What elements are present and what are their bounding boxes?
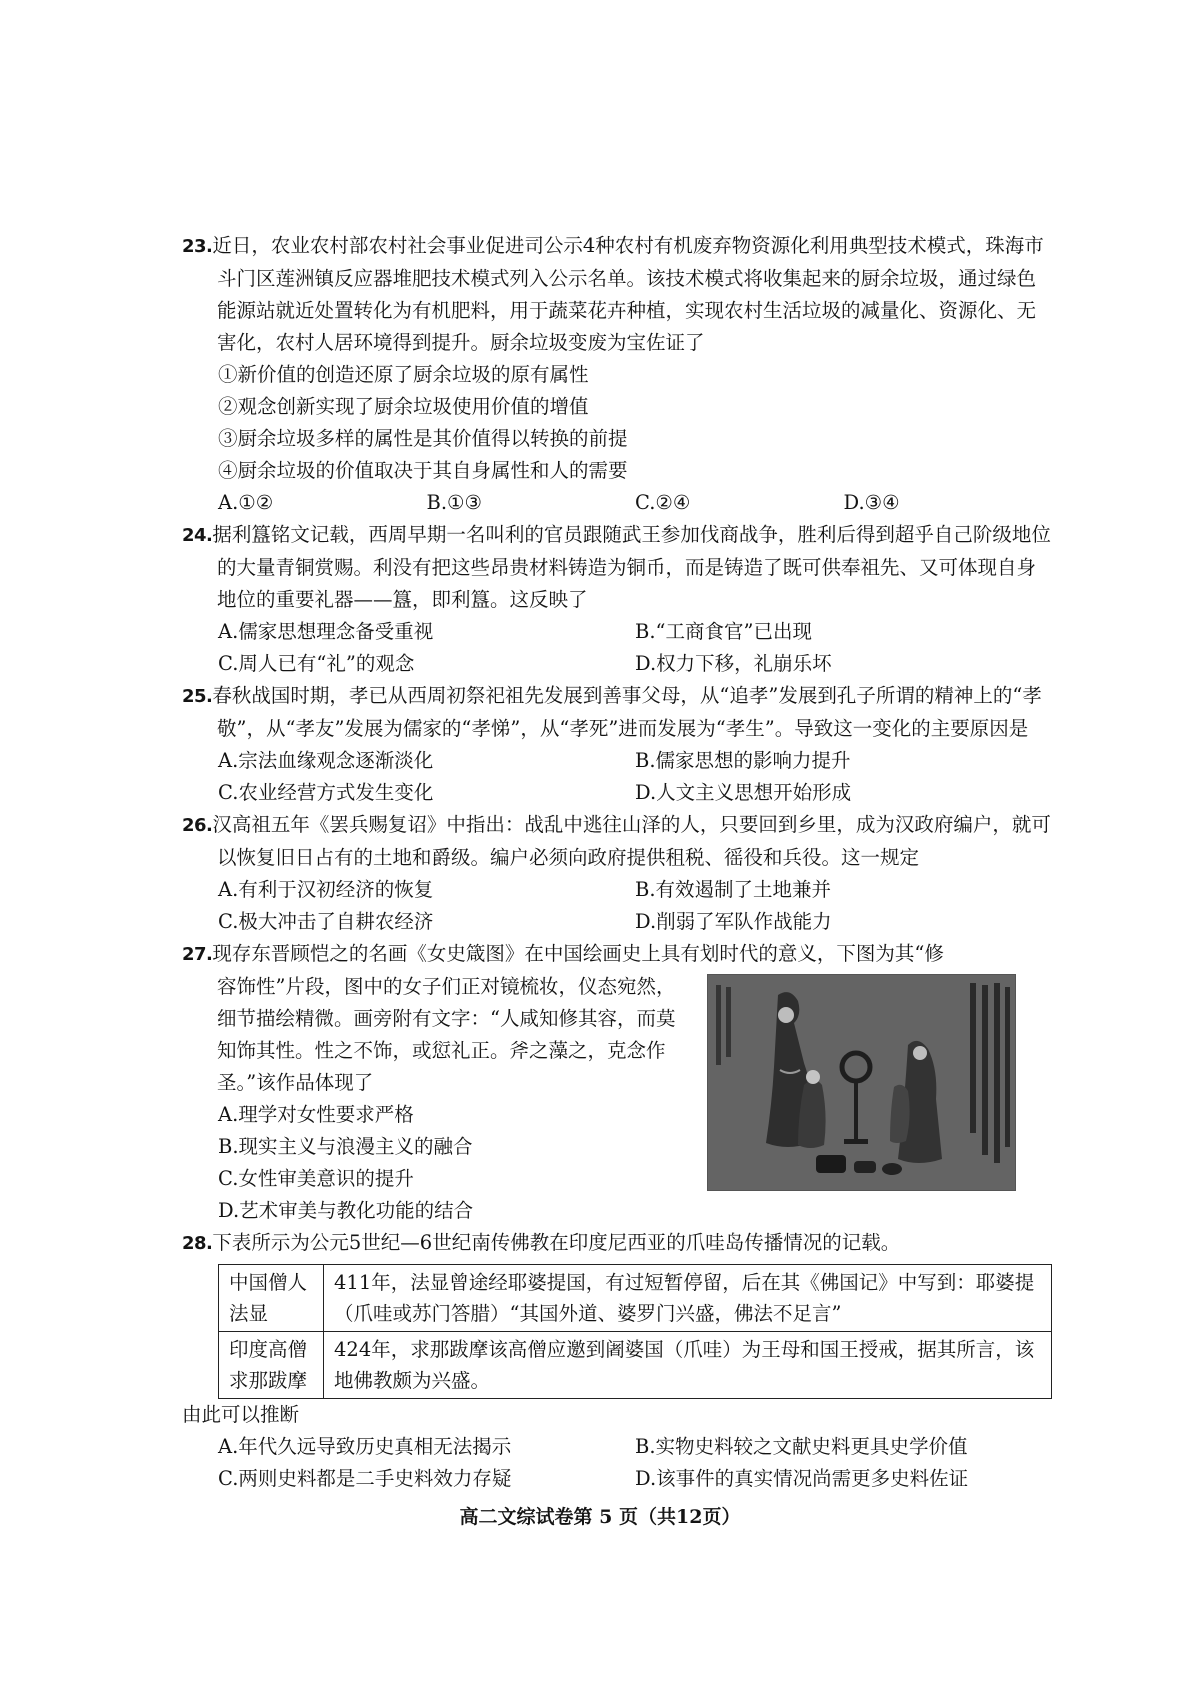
question-23 [182,230,1052,519]
options-row [182,487,1052,519]
option-b: B.儒家思想的影响力提升 [635,749,851,772]
option-b: B.现实主义与浪漫主义的融合 [218,1135,473,1158]
table-cell-source: 中国僧人法显 [219,1265,324,1332]
table-cell-source: 印度高僧求那跋摩 [219,1332,324,1399]
option-c: C.女性审美意识的提升 [218,1167,414,1190]
painting-illustration [708,975,1015,1190]
question-28-stem [182,1227,1052,1260]
question-24-stem [182,519,1052,616]
option-c: C.②④ [635,491,691,514]
option-d: D.该事件的真实情况尚需更多史料佐证 [635,1467,969,1490]
question-text: 据利簋铭文记载，西周早期一名叫利的官员跟随武王参加伐商战争，胜利后得到超乎自己阶级地位的大量青铜赏赐。利没有把这些昂贵材料铸造为铜币，而是铸造了既可供奉祖先、又可体现自身地位的重要礼器——簋，即利簋。这反映了 [212,523,1051,611]
option-c: C.周人已有“礼”的观念 [218,652,415,675]
option-d: D.③④ [843,491,900,514]
question-number: 25. [182,686,213,707]
options-row [182,1431,1052,1463]
table-cell-record: 424年，求那跋摩该高僧应邀到阇婆国（爪哇）为王母和国王授戒，据其所言，该地佛教颇为兴盛。 [324,1332,1052,1399]
option-a: A.有利于汉初经济的恢复 [218,878,434,901]
question-text: 现存东晋顾恺之的名画《女史箴图》在中国绘画史上具有划时代的意义，下图为其“修 [212,942,944,965]
question-list [182,230,1052,1495]
question-text: 下表所示为公元5世纪—6世纪南传佛教在印度尼西亚的爪哇岛传播情况的记载。 [212,1231,901,1254]
options-row [182,1463,1052,1495]
option-b: B.有效遏制了土地兼并 [635,878,832,901]
option-b: B.①③ [426,491,482,514]
option-c: C.极大冲击了自耕农经济 [218,910,434,933]
question-27-stem-line1 [182,938,1052,971]
statement-3: ③厨余垃圾多样的属性是其价值得以转换的前提 [218,427,628,450]
question-number: 26. [182,815,213,836]
option-b: B.“工商食官”已出现 [635,620,812,643]
question-26-stem [182,809,1052,874]
option-a: A.宗法血缘观念逐渐淡化 [218,749,434,772]
options-row [182,745,1052,777]
table-row [219,1332,1052,1399]
options-row [182,874,1052,906]
options-row [182,648,1052,680]
option-c: C.两则史料都是二手史料效力存疑 [218,1467,512,1490]
question-text: 近日，农业农村部农村社会事业促进司公示4种农村有机废弃物资源化利用典型技术模式，珠海市斗门区莲洲镇反应器堆肥技术模式列入公示名单。该技术模式将收集起来的厨余垃圾，通过绿色能源站就近处置转化为有机肥料，用于蔬菜花卉种植，实现农村生活垃圾的减量化、资源化、无害化，农村人居环境得到提升。厨余垃圾变废为宝佐证了 [212,234,1044,354]
option-d: D.权力下移，礼崩乐坏 [635,652,832,675]
statement-4: ④厨余垃圾的价值取决于其自身属性和人的需要 [218,459,628,482]
question-number: 23. [182,236,213,257]
option-a: A.理学对女性要求严格 [218,1103,414,1126]
question-27-stem-rest: 容饰性”片段，图中的女子们正对镜梳妆，仪态宛然，细节描绘精微。画旁附有文字：“人咸知修其容，而莫知饰其性。性之不饰，或愆礼正。斧之藻之，克念作圣。”该作品体现了 [217,975,676,1094]
question-26 [182,809,1052,938]
question-25-stem [182,680,1052,745]
question-23-stem [182,230,1052,359]
option-b: B.实物史料较之文献史料更具史学价值 [635,1435,968,1458]
question-24 [182,519,1052,680]
question-text: 汉高祖五年《罢兵赐复诏》中指出：战乱中逃往山泽的人，只要回到乡里，成为汉政府编户，就可以恢复旧日占有的土地和爵级。编户必须向政府提供租税、徭役和兵役。这一规定 [212,813,1051,869]
option-a: A.儒家思想理念备受重视 [218,620,434,643]
statement-1: ①新价值的创造还原了厨余垃圾的原有属性 [218,363,589,386]
question-number: 24. [182,525,213,546]
records-table [218,1264,1052,1399]
question-27 [182,938,1052,1227]
question-25 [182,680,1052,809]
options-row [182,906,1052,938]
table-cell-record: 411年，法显曾途经耶婆提国，有过短暂停留，后在其《佛国记》中写到：耶婆提（爪哇或苏门答腊）“其国外道、婆罗门兴盛，佛法不足言” [324,1265,1052,1332]
question-number: 28. [182,1233,213,1254]
option-d: D.削弱了军队作战能力 [635,910,832,933]
question-text: 春秋战国时期，孝已从西周初祭祀祖先发展到善事父母，从“追孝”发展到孔子所谓的精神上的“孝敬”，从“孝友”发展为儒家的“孝悌”，从“孝死”进而发展为“孝生”。导致这一变化的主要原因是 [212,684,1042,740]
table-row [219,1265,1052,1332]
page-footer: 高二文综试卷第 5 页（共12页） [459,1506,741,1528]
options-row [182,777,1052,809]
question-28 [182,1227,1052,1495]
painting-image [707,974,1016,1191]
option-c: C.农业经营方式发生变化 [218,781,434,804]
option-a: A.①② [218,491,274,514]
question-number: 27. [182,944,213,965]
option-a: A.年代久远导致历史真相无法揭示 [218,1435,512,1458]
options-row [182,616,1052,648]
option-d: D.人文主义思想开始形成 [635,781,852,804]
option-d: D.艺术审美与教化功能的结合 [218,1199,474,1222]
statement-2: ②观念创新实现了厨余垃圾使用价值的增值 [218,395,589,418]
question-28-prompt: 由此可以推断 [182,1403,300,1426]
